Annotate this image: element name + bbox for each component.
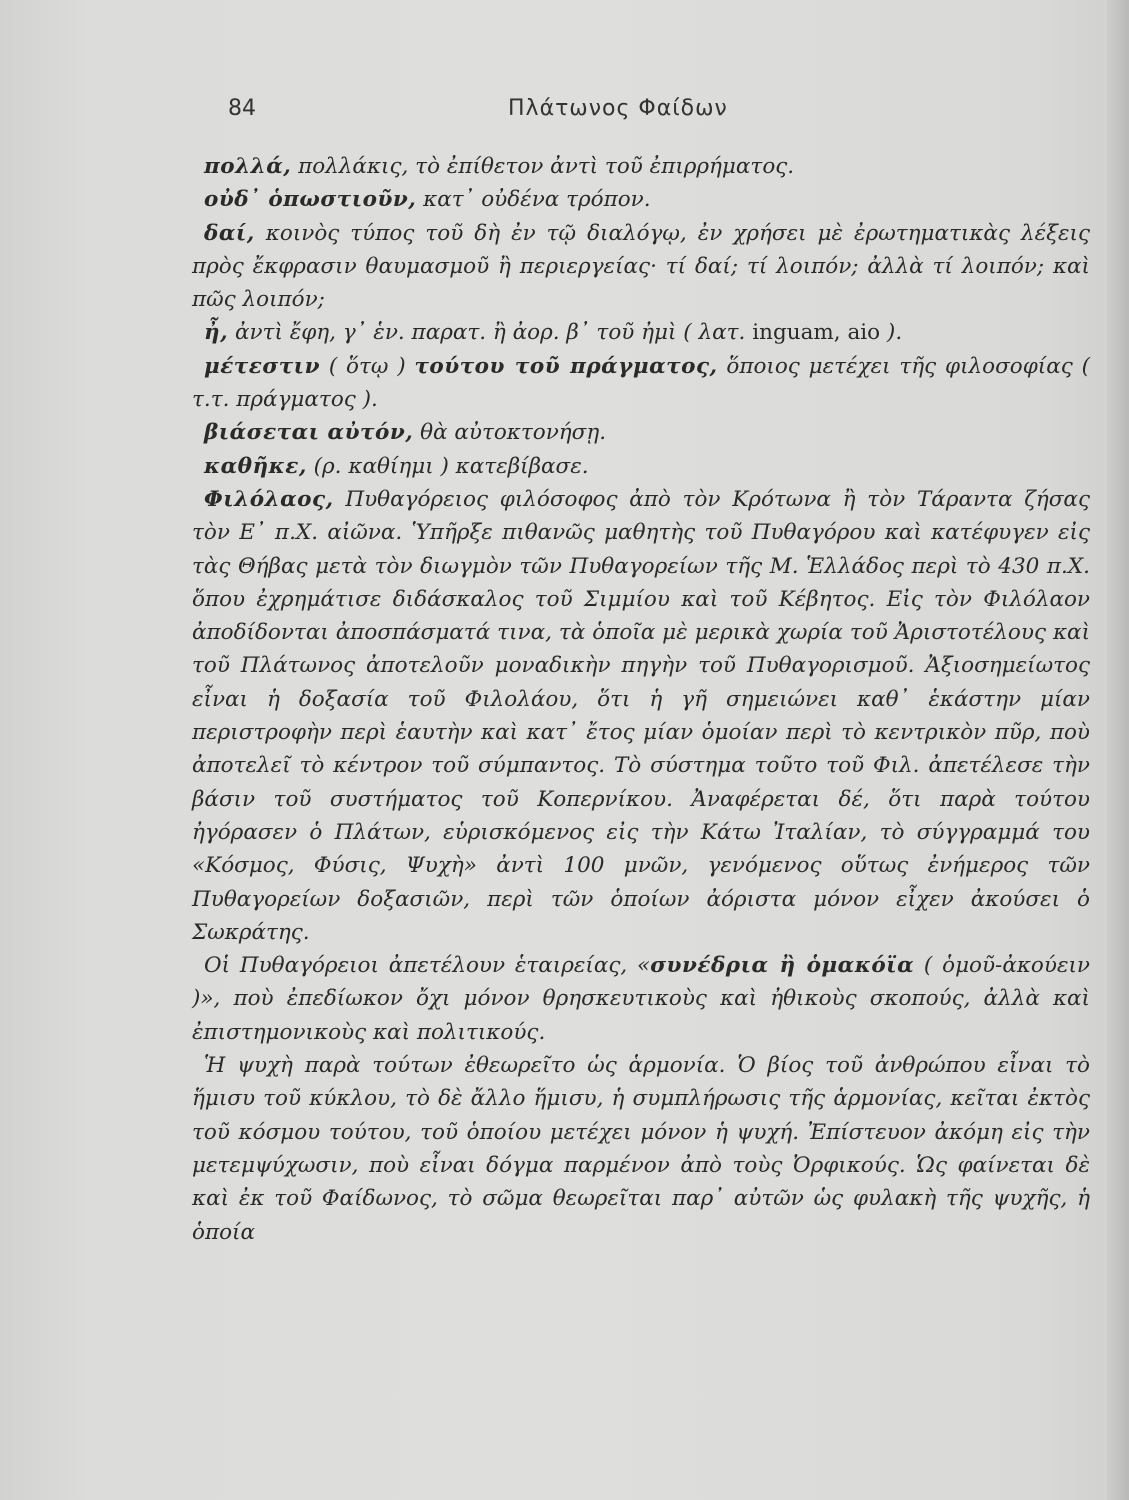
lemma: πολλά, [204, 154, 292, 179]
entry-oud-opostioun [192, 183, 1090, 216]
lemma: οὐδ᾽ ὁπωστιοῦν, [204, 187, 417, 213]
gloss-tail: ( ὁμοῦ-ἀκούειν )», ποὺ ἐπεδίωκον ὄχι μόνον θρησκευτικοὺς καὶ ἠθικοὺς σκοπούς, ἀλλὰ καὶ ἐπιστημονικοὺς καὶ πολιτικούς. [192, 953, 1090, 1045]
entry-polla [192, 150, 1090, 183]
entry-e [192, 316, 1090, 349]
page-number: 84 [228, 96, 256, 121]
gloss: ἀντὶ ἔφη, γ᾽ ἑν. παρατ. ἢ ἀορ. β᾽ τοῦ ἠμὶ ( λατ. [228, 320, 753, 346]
entry-biasetai [192, 416, 1090, 449]
lemma: καθῆκε, [204, 453, 307, 479]
entry-metestin [192, 350, 1090, 417]
paragraph-soul [192, 1049, 1090, 1249]
entry-dai [192, 217, 1090, 317]
entry-katheke [192, 450, 1090, 483]
commentary-text [192, 150, 1090, 1249]
paragraph-pythagoreans [192, 949, 1090, 1049]
latin-gloss: inguam, aio [752, 320, 881, 346]
lemma: βιάσεται αὐτόν, [204, 420, 414, 446]
lemma: ἦ, [204, 320, 229, 346]
page-edge-shadow [1107, 0, 1129, 1500]
gloss: κατ᾽ οὐδένα τρόπον. [416, 187, 651, 213]
gloss-tail: ). [880, 320, 903, 346]
lemma: Φιλόλαος, [204, 486, 334, 512]
gloss: θὰ αὐτοκτονήσῃ. [413, 420, 607, 446]
gloss: Ἡ ψυχὴ παρὰ τούτων ἐθεωρεῖτο ὡς ἁρμονία. Ὁ βίος τοῦ ἀνθρώπου εἶναι τὸ ἥμισυ τοῦ κύκλου, τὸ δὲ ἄλλο ἥμισυ, ἡ συμπλήρωσις τῆς ἁρμονίας, κεῖται ἐκτὸς τοῦ κόσμου τούτου, τοῦ ὁποίου μετέχει μόνον ἡ ψυχή. Ἐπίστευον ἀκόμη εἰς τὴν μετεμψύχωσιν, ποὺ εἶναι δόγμα παρμένον ἀπὸ τοὺς Ὀρφικούς. Ὡς φαίνεται δὲ καὶ ἐκ τοῦ Φαίδωνος, τὸ σῶμα θεωρεῖται παρ᾽ αὐτῶν ὡς φυλακὴ τῆς ψυχῆς, ἡ ὁποία [192, 1053, 1090, 1245]
gloss: πολλάκις, τὸ ἐπίθετον ἀντὶ τοῦ ἐπιρρήματος. [291, 154, 795, 179]
gloss: κοινὸς τύπος τοῦ δὴ ἐν τῷ διαλόγῳ, ἐν χρήσει μὲ ἐρωτηματικὰς λέξεις πρὸς ἔκφρασιν θαυμασμοῦ ἢ περιεργείας· τί δαί; τί λοιπόν; ἀλλὰ τί λοιπόν; καὶ πῶς λοιπόν; [192, 220, 1090, 313]
lemma-secondary: συνέδρια ἢ ὁμακόϊα [650, 953, 915, 979]
gloss-tail: ὅποιος μετέχει τῆς φιλοσοφίας ( τ.τ. πράγματος ). [192, 353, 1090, 413]
gloss: (ρ. καθίημι ) κατεβίβασε. [306, 453, 589, 479]
gloss: Πυθαγόρειος φιλόσοφος ἀπὸ τὸν Κρότωνα ἢ τὸν Τάραντα ζήσας τὸν Ε᾽ π.Χ. αἰῶνα. Ὑπῆρξε πιθανῶς μαθητὴς τοῦ Πυθαγόρου καὶ κατέφυγεν εἰς τὰς Θήβας μετὰ τὸν διωγμὸν τῶν Πυθαγορείων τῆς Μ. Ἑλλάδος περὶ τὸ 430 π.Χ. ὅπου ἐχρημάτισε διδάσκαλος τοῦ Σιμμίου καὶ τοῦ Κέβητος. Εἰς τὸν Φιλόλαον ἀποδίδονται ἀποσπάσματά τινα, τὰ ὁποῖα μὲ μερικὰ χωρία τοῦ Ἀριστοτέλους καὶ τοῦ Πλάτωνος ἀποτελοῦν μοναδικὴν πηγὴν τοῦ Πυθαγορισμοῦ. Ἀξιοσημείωτος εἶναι ἡ δοξασία τοῦ Φιλολάου, ὅτι ἡ γῆ σημειώνει καθ᾽ ἑκάστην μίαν περιστροφὴν περὶ ἑαυτὴν καὶ κατ᾽ ἔτος μίαν ὁμοίαν περὶ τὸ κεντρικὸν πῦρ, ποὺ ἀποτελεῖ τὸ κέντρον τοῦ σύμπαντος. Τὸ σύστημα τοῦτο τοῦ Φιλ. ἀπετέλεσε τὴν βάσιν τοῦ συστήματος τοῦ Κοπερνίκου. Ἀναφέρεται δέ, ὅτι παρὰ τούτου ἠγόρασεν ὁ Πλάτων, εὑρισκόμενος εἰς τὴν Κάτω Ἰταλίαν, τὸ σύγγραμμά του «Κόσμος, Φύσις, Ψυχὴ» ἀντὶ 100 μνῶν, γενόμενος οὕτως ἐνήμερος τῶν Πυθαγορείων δοξασιῶν, περὶ τῶν ὁποίων ἀόριστα μόνον εἶχεν ἀκούσει ὁ Σωκράτης. [192, 486, 1090, 945]
page-header [228, 96, 848, 130]
entry-philolaos [192, 483, 1090, 949]
running-title: Πλάτωνος Φαίδων [508, 96, 728, 121]
gloss: Οἱ Πυθαγόρειοι ἀπετέλουν ἑταιρείας, « [204, 953, 651, 979]
gloss: ( ὅτῳ ) [319, 353, 415, 379]
lemma: δαί, [204, 220, 255, 246]
lemma-secondary: τούτου τοῦ πράγματος, [414, 353, 718, 379]
lemma: μέτεστιν [204, 353, 320, 379]
